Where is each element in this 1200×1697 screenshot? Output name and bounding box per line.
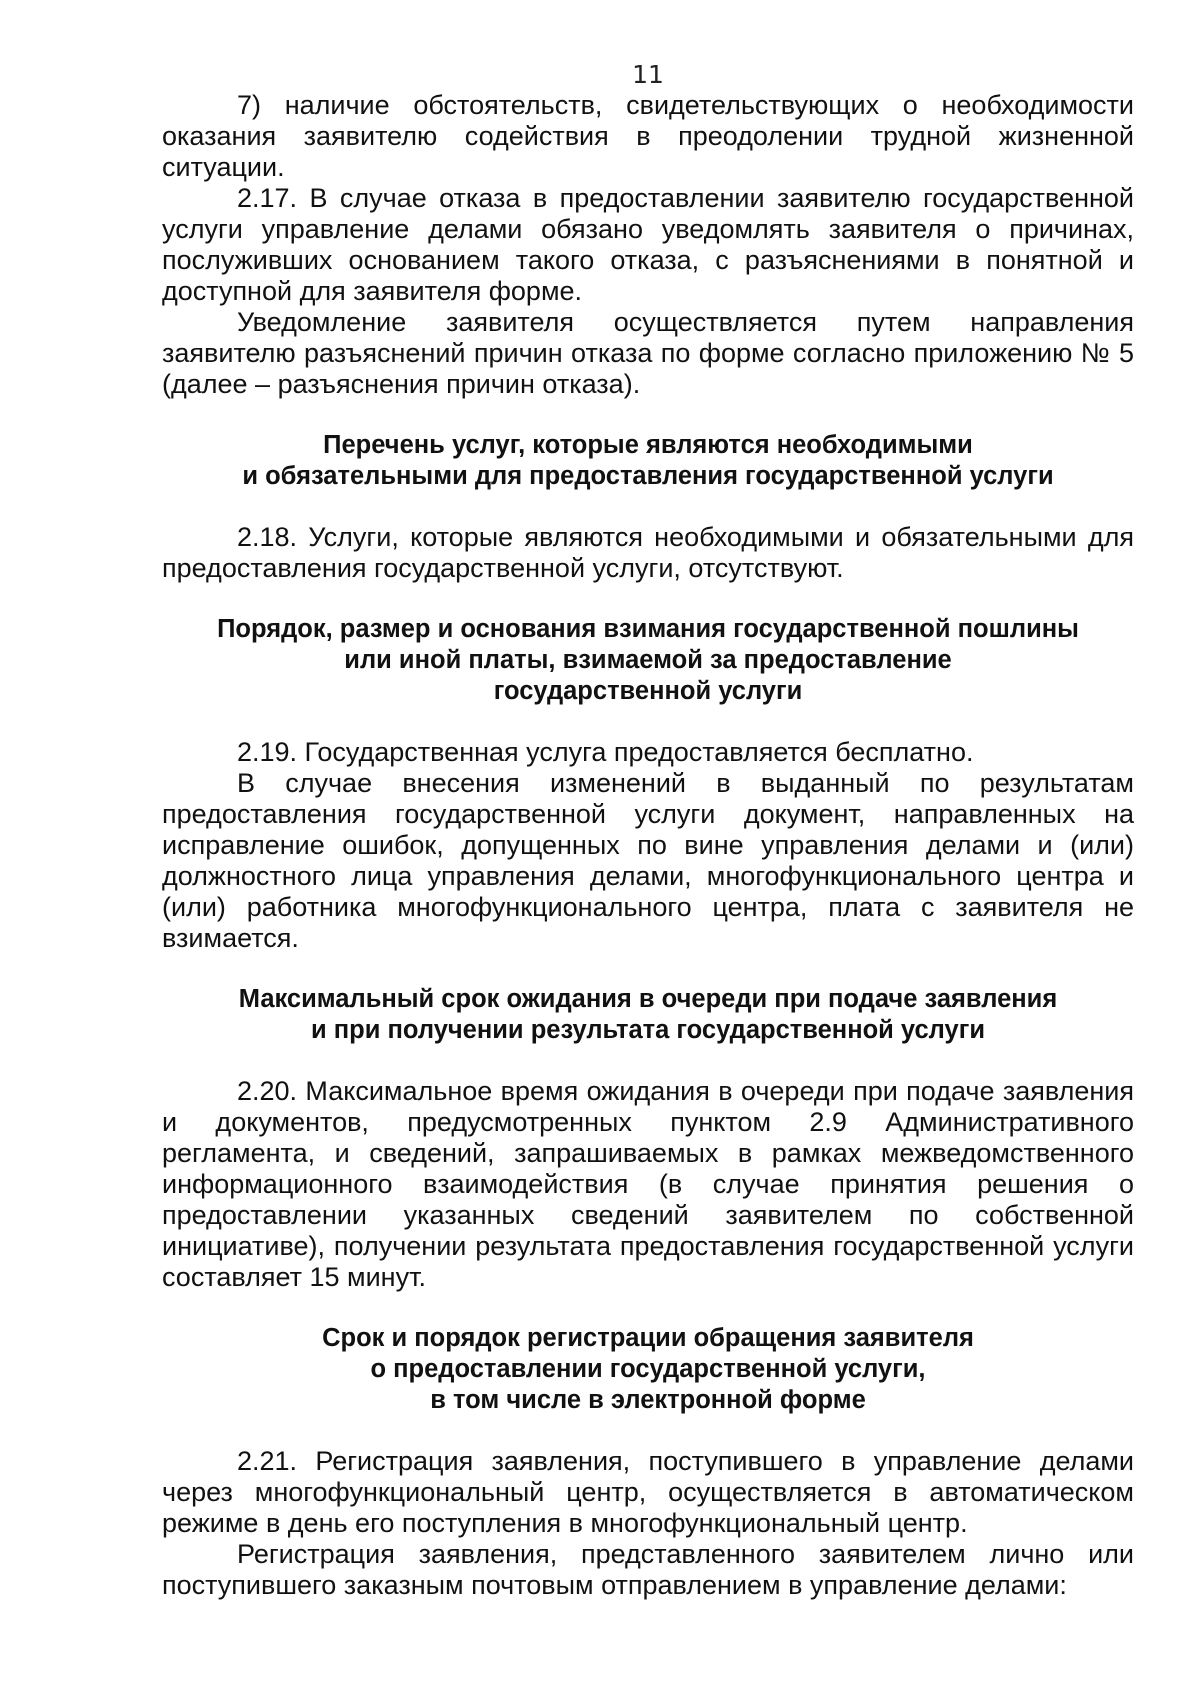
heading-line: и при получении результата государственной услуги [310,1016,986,1044]
heading-line: в том числе в электронной форме [430,1386,866,1414]
heading-line: Перечень услуг, которые являются необходимыми [323,431,973,459]
heading-line: Срок и порядок регистрации обращения заявителя [322,1324,974,1352]
heading-line: Максимальный срок ожидания в очереди при подаче заявления [238,985,1058,1013]
paragraph-item-7: 7) наличие обстоятельств, свидетельствующих о необходимости оказания заявителю содействия в преодолении трудной жизненной ситуации. [162,90,1134,182]
heading-line: или иной платы, взимаемой за предоставление [344,646,952,674]
paragraph-2-20: 2.20. Максимальное время ожидания в очереди при подаче заявления и документов, предусмотренных пунктом 2.9 Административного регламента, и сведений, запрашиваемых в рамках межведомственного информационного взаимодействия (в случае принятия решения о предоставлении указанных сведений заявителем по собственной инициативе), получении результата предоставления государственной услуги составляет 15 минут. [162,1076,1134,1292]
heading-line: о предоставлении государственной услуги, [370,1355,926,1383]
paragraph-2-19: 2.19. Государственная услуга предоставляется бесплатно. [237,737,974,767]
heading-line: и обязательными для предоставления государственной услуги [242,462,1054,490]
section-heading-fees [162,614,1134,707]
section-heading-waiting-time [162,984,1134,1046]
paragraph-2-17: 2.17. В случае отказа в предоставлении заявителю государственной услуги управление делами обязано уведомлять заявителя о причинах, послуживших основанием такого отказа, с разъяснениями в понятной и доступной для заявителя форме. [162,183,1134,306]
section-heading-registration [162,1323,1134,1416]
page-number: 11 [632,60,664,89]
heading-line: Порядок, размер и основания взимания государственной пошлины [217,615,1079,643]
paragraph-2-18: 2.18. Услуги, которые являются необходимыми и обязательными для предоставления государственной услуги, отсутствуют. [162,522,1134,583]
heading-line: государственной услуги [493,677,803,705]
paragraph-fee-corrections: В случае внесения изменений в выданный по результатам предоставления государственной услуги документ, направленных на исправление ошибок, допущенных по вине управления делами и (или) должностного лица управления делами, многофункционального центра и (или) работника многофункционального центра, плата с заявителя не взимается. [162,768,1134,953]
paragraph-registration-in-person: Регистрация заявления, представленного заявителем лично или поступившего заказным почтовым отправлением в управление делами: [162,1539,1134,1600]
document-page [162,60,1134,1601]
section-heading-required-services [162,430,1134,492]
paragraph-notification: Уведомление заявителя осуществляется путем направления заявителю разъяснений причин отказа по форме согласно приложению № 5 (далее – разъяснения причин отказа). [162,307,1134,399]
paragraph-2-21: 2.21. Регистрация заявления, поступившего в управление делами через многофункциональный центр, осуществляется в автоматическом режиме в день его поступления в многофункциональный центр. [162,1446,1134,1538]
